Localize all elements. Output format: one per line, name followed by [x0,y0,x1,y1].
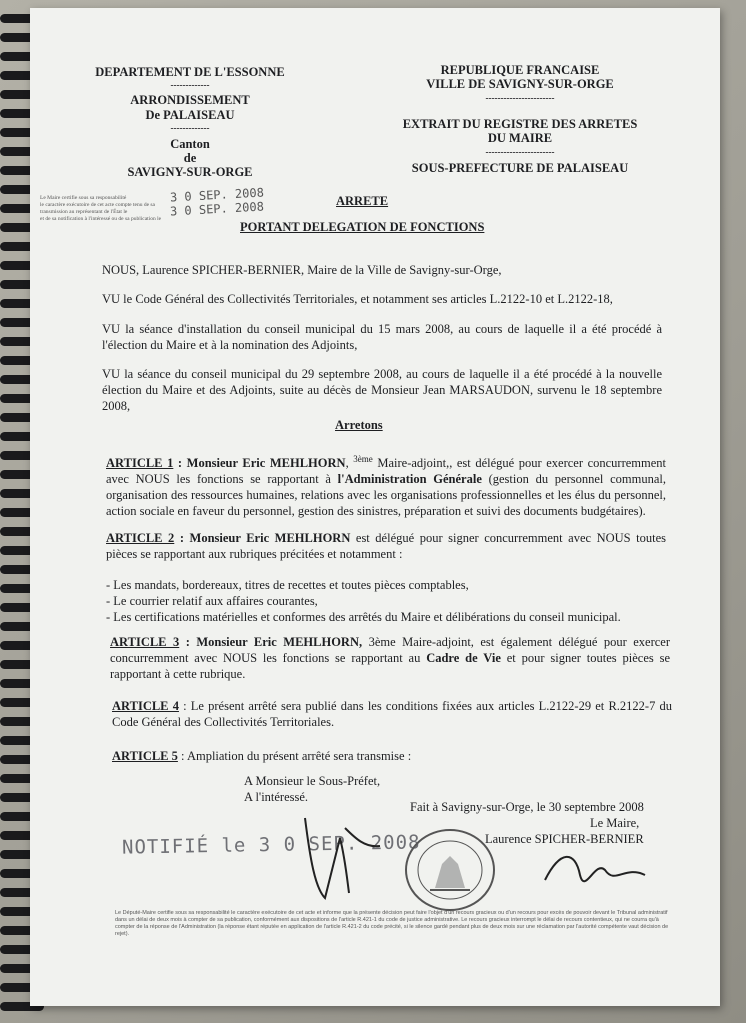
canton-label: Canton [170,137,210,151]
article-5-label: ARTICLE 5 [112,749,178,763]
article-3: ARTICLE 3 : Monsieur Eric MEHLHORN, 3ème Maire-adjoint, est également délégué pour exercer concurremment avec NOUS les fonctions se rapportant au Cadre de Vie et pour signer toutes pièces se rapportant à cette rubrique. [110,635,670,681]
article-1: ARTICLE 1 : Monsieur Eric MEHLHORN, $^{3ème}$ Maire-adjoint,, est délégué pour exercer concurremment avec NOUS les fonctions se rapportant à l'Administration Générale (gestion du personnel communal, organisation des ressources humaines, relations avec les organisations professionnelles et les élus du personnel, action sociale en faveur du personnel, gestion des sinistres, préparation et suivi des documents budgétaires). [106,454,667,519]
header-right-separator-1: ----------------------- [485,93,555,103]
ampliation-line-2: A l'intéressé. [244,790,309,804]
cert-stamp-line3: transmission au représentant de l'État le [40,209,128,215]
canton-name: SAVIGNY-SUR-ORGE [127,165,253,179]
article-2-text: est délégué pour signer concurremment avec NOUS toutes pièces se rapportant aux rubriques précitées et notamment : [106,531,667,561]
article-3-text-a: 3ème Maire-adjoint, est également délégué pour exercer concurremment avec NOUS les fonctions se rapportant au [110,635,670,665]
article-5 [112,748,672,764]
handwritten-signature-left [285,798,395,908]
article-2-item-2: - Le courrier relatif aux affaires courantes, [106,594,318,608]
mayor-role: Le Maire, [590,816,640,830]
article-4-text: : Le présent arrêté sera publié dans les conditions fixées aux articles L.2122-29 et R.2122-7 du Code Général des Collectivités Territoriales. [112,699,673,729]
article-2-item-1: - Les mandats, bordereaux, titres de recettes et toutes pièces comptables, [106,578,469,592]
header-left-separator-2: ------------- [170,123,210,133]
article-1-label: ARTICLE 1 [106,456,174,471]
article-1-ordinal: 3ème [353,454,373,464]
article-2-name: Monsieur Eric MEHLHORN [189,531,351,545]
article-3-name: Monsieur Eric MEHLHORN, [196,635,363,649]
article-2-label: ARTICLE 2 [106,531,175,545]
republique-label: REPUBLIQUE FRANCAISE [440,63,600,77]
article-2-item-3: - Les certifications matérielles et conformes des arrêtés du Maire et délibérations du conseil municipal. [106,610,621,624]
mayor-name: Laurence SPICHER-BERNIER [485,832,644,846]
article-1-text-b: (gestion du personnel communal, organisation des ressources humaines, relations avec les organisations professionnelles et les élus du personnel, action sociale en faveur du personnel, gestion des sinistres, préparation et suivi des documents budgétaires). [106,472,666,519]
article-3-bold: Cadre de Vie [426,651,501,665]
article-3-text-b: et pour signer toutes pièces se rapportant à cette rubrique. [110,651,670,681]
vu-installation-paragraph: VU la séance d'installation du conseil municipal du 15 mars 2008, au cours de laquelle il a été procédé à l'élection du Maire et à la nomination des Adjoints, [102,322,662,352]
article-4-label: ARTICLE 4 [112,699,179,713]
department-label: DEPARTEMENT DE L'ESSONNE [95,65,285,79]
vu-seance-paragraph: VU la séance du conseil municipal du 29 septembre 2008, au cours de laquelle il a été procédé à la nouvelle élection du Maire et des Adjoints, suite au décès de Monsieur Jean MARSAUDON, survenu le 18 septembre 2008, [102,367,662,413]
sous-prefecture-label: SOUS-PREFECTURE DE PALAISEAU [411,161,629,175]
article-3-label: ARTICLE 3 [110,635,180,649]
article-4 [112,698,672,730]
ampliation-line-1: A Monsieur le Sous-Préfet, [244,774,381,788]
cert-stamp-line2: le caractère exécutoire de cet acte compte tenu de sa [40,202,155,208]
cert-stamp-line4: et de sa notification à l'intéressé ou de sa publication le [40,216,162,222]
article-5-text: : Ampliation du présent arrêté sera transmise : [181,749,412,763]
intro-paragraph: NOUS, Laurence SPICHER-BERNIER, Maire de la Ville de Savigny-sur-Orge, [102,263,502,277]
cert-stamp-date2: 3 0 SEP. 2008 [169,199,265,219]
footer-legal-notice: Le Député-Maire certifie sous sa responsabilité le caractère exécutoire de cet acte et informe que la présente décision peut faire l'objet d'un recours gracieux ou d'un recours pour excès de pouvoir devant le Tribunal administratif dans un délai de deux mois à compter de sa publication, conformément aux dispositions de l'article R.421-1 du code de justice administrative. Le recours gracieux interrompt le délai de recours contentieux, qui ne courra qu'à compter de la réponse de l'Administration (la réponse étant réputée en application de l'article R.421-2 du code précité, si le silence gardé pendant plus de deux mois sur une réclamation par l'autorité compétente vaut décision de rejet). [115,910,669,937]
handwritten-signature-right [535,840,655,900]
ville-label: VILLE DE SAVIGNY-SUR-ORGE [426,77,614,91]
du-maire-label: DU MAIRE [487,131,553,145]
arrondissement-label: ARRONDISSEMENT [130,93,250,107]
cert-stamp-date1: 3 0 SEP. 2008 [169,185,265,205]
article-1-text-a: Maire-adjoint,, est délégué pour exercer concurremment avec NOUS les fonctions se rapportant à [106,456,667,487]
header-right-separator-2: ----------------------- [485,147,555,157]
vu-cgct-paragraph: VU le Code Général des Collectivités Territoriales, et notamment ses articles L.2122-10 et L.2122-18, [102,292,613,306]
arrondissement-name: De PALAISEAU [145,108,235,122]
canton-de: de [183,151,197,165]
header-left-separator-1: ------------- [170,80,210,90]
cert-stamp-line1: Le Maire certifie sous sa responsabilité [40,195,127,201]
fait-a-line: Fait à Savigny-sur-Orge, le 30 septembre 2008 [410,800,644,814]
notifie-stamp: NOTIFIÉ le 3 0 SEP. 2008 [121,831,421,859]
article-1-name: Monsieur Eric MEHLHORN [186,456,346,471]
document-page [30,8,720,1006]
article-1-bold: l'Administration Générale [337,472,482,487]
town-seal [400,826,500,914]
document-subtitle: PORTANT DELEGATION DE FONCTIONS [240,220,485,234]
document-title: ARRETE [336,194,389,208]
extrait-label: EXTRAIT DU REGISTRE DES ARRETES [402,117,638,131]
article-2: ARTICLE 2 : Monsieur Eric MEHLHORN est délégué pour signer concurremment avec NOUS toutes pièces se rapportant aux rubriques précitées et notamment : [106,531,667,561]
arretons-heading: Arretons [335,418,383,432]
